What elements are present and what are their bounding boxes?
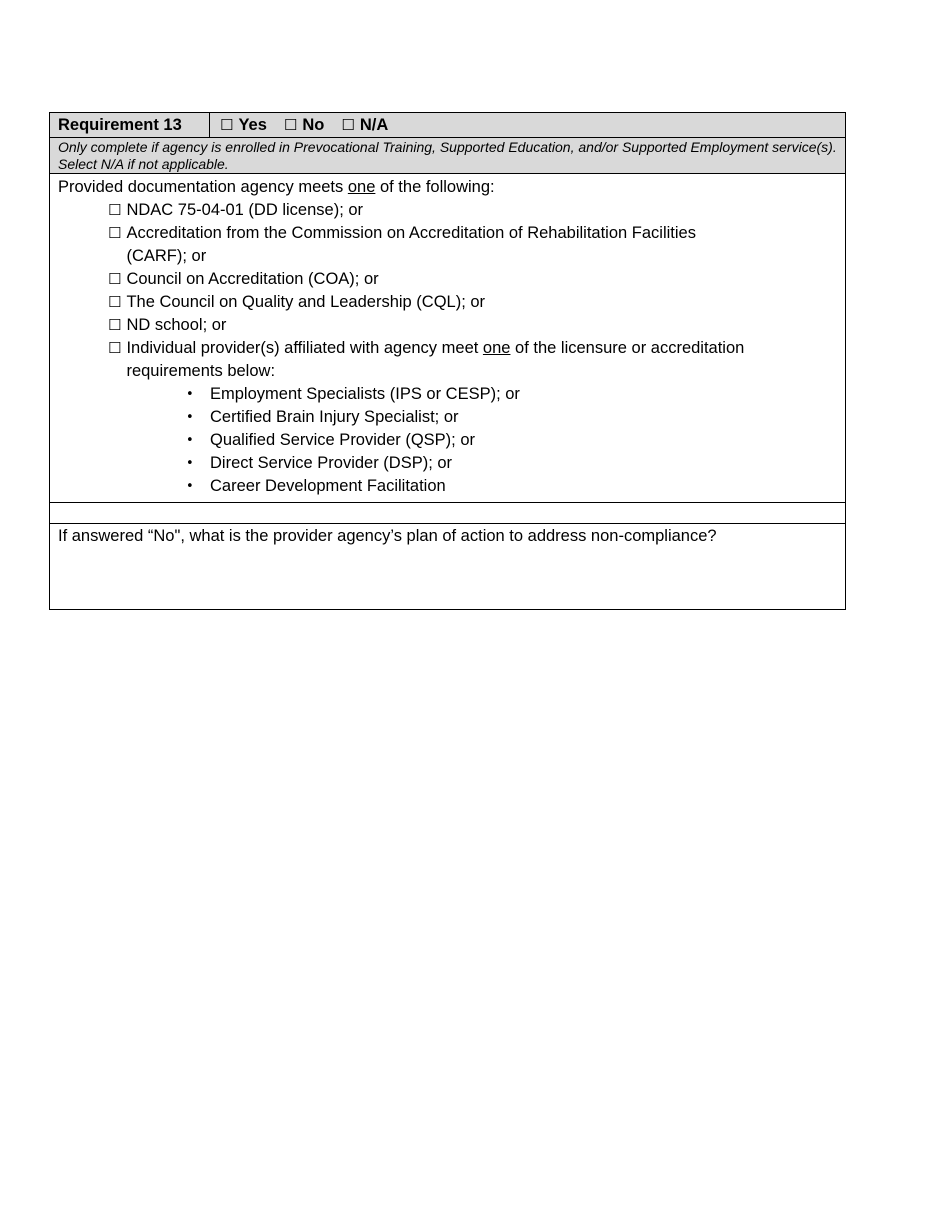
answer-options bbox=[210, 113, 405, 137]
no-checkbox-icon[interactable]: ☐ bbox=[283, 116, 298, 134]
individual-provider-text: Individual provider(s) affiliated with agency meet one of the licensure or accreditation requirements below: bbox=[126, 339, 745, 380]
requirement-header bbox=[50, 113, 845, 138]
option-cql[interactable] bbox=[108, 291, 837, 314]
list-item: • Certified Brain Injury Specialist; or bbox=[186, 406, 837, 429]
notes-row[interactable] bbox=[50, 503, 845, 524]
intro-text: Provided documentation agency meets one of the following: bbox=[58, 178, 495, 196]
bullet-icon: • bbox=[186, 479, 194, 494]
no-option[interactable] bbox=[284, 116, 324, 135]
applicability-note: Only complete if agency is enrolled in Prevocational Training, Supported Education, and/or Supported Employment service(s). Select N/A if not applicable. bbox=[50, 138, 845, 174]
coa-text: Council on Accreditation (COA); or bbox=[126, 270, 379, 288]
option-coa[interactable] bbox=[108, 268, 837, 291]
list-item: • Career Development Facilitation bbox=[186, 475, 837, 498]
bullet-icon: • bbox=[186, 387, 194, 402]
documentation-section bbox=[50, 174, 845, 503]
na-option[interactable] bbox=[341, 116, 388, 135]
licensure-list bbox=[58, 383, 837, 498]
cql-text: The Council on Quality and Leadership (CQL); or bbox=[126, 293, 486, 311]
requirement-form bbox=[49, 112, 846, 610]
nd-school-text: ND school; or bbox=[126, 316, 227, 334]
ndac-checkbox-icon[interactable]: ☐ bbox=[108, 201, 122, 219]
no-label: No bbox=[302, 115, 325, 134]
option-carf[interactable] bbox=[108, 222, 837, 268]
na-checkbox-icon[interactable]: ☐ bbox=[341, 116, 355, 134]
option-ndac[interactable] bbox=[108, 199, 837, 222]
carf-text: Accreditation from the Commission on Accreditation of Rehabilitation Facilities (CARF); or bbox=[126, 224, 696, 265]
action-plan-prompt: If answered “No", what is the provider agency’s plan of action to address non-compliance? bbox=[58, 527, 717, 545]
yes-label: Yes bbox=[238, 115, 267, 134]
bullet-icon: • bbox=[186, 433, 194, 448]
action-plan-field[interactable] bbox=[50, 524, 845, 609]
individual-provider-checkbox-icon[interactable]: ☐ bbox=[108, 339, 122, 357]
yes-checkbox-icon[interactable]: ☐ bbox=[220, 116, 234, 134]
list-item: • Employment Specialists (IPS or CESP); or bbox=[186, 383, 837, 406]
carf-checkbox-icon[interactable]: ☐ bbox=[108, 224, 122, 242]
bullet-icon: • bbox=[186, 456, 194, 471]
yes-option[interactable] bbox=[220, 116, 267, 135]
ndac-text: NDAC 75-04-01 (DD license); or bbox=[126, 201, 364, 219]
requirement-label: Requirement 13 bbox=[50, 113, 210, 137]
option-individual-provider[interactable] bbox=[108, 337, 837, 383]
coa-checkbox-icon[interactable]: ☐ bbox=[108, 270, 122, 288]
bullet-icon: • bbox=[186, 410, 194, 425]
nd-school-checkbox-icon[interactable]: ☐ bbox=[108, 316, 122, 334]
list-item: • Qualified Service Provider (QSP); or bbox=[186, 429, 837, 452]
list-item: • Direct Service Provider (DSP); or bbox=[186, 452, 837, 475]
na-label: N/A bbox=[359, 115, 389, 134]
intro-underlined: one bbox=[347, 178, 376, 196]
option-nd-school[interactable] bbox=[108, 314, 837, 337]
cql-checkbox-icon[interactable]: ☐ bbox=[108, 293, 122, 311]
